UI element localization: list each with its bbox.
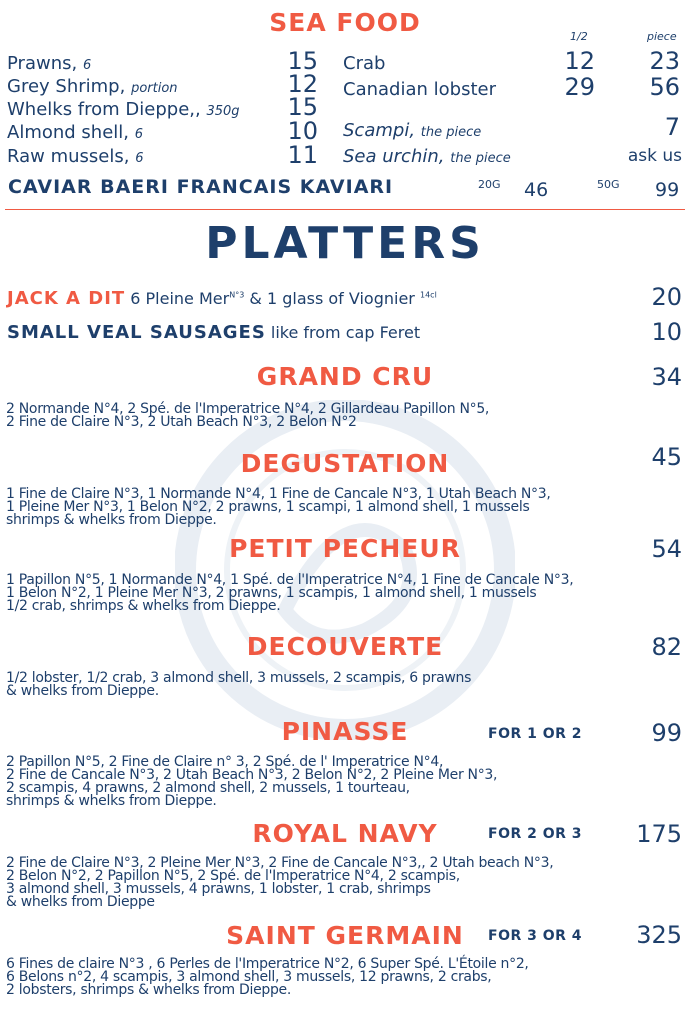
caviar-name: CAVIAR BAERI FRANCAIS KAVIARI [8, 176, 394, 198]
seafood-price: 12 [287, 70, 318, 98]
section-divider [5, 209, 685, 210]
seafood-item: Raw mussels, 6 [7, 146, 144, 167]
platter-desc-line: 2 Fine de Claire N°3, 2 Utah Beach N°3, 2 Belon N°2 [6, 414, 357, 430]
platter-name: ROYAL NAVY [252, 819, 438, 848]
seafood-title: SEA FOOD [269, 8, 421, 37]
platter-desc-line: 6 Belons n°2, 4 scampis, 3 almond shell, 3 mussels, 12 prawns, 2 crabs, [6, 969, 492, 985]
seafood-half-price: 29 [564, 73, 595, 101]
platter-desc-line: & whelks from Dieppe [6, 894, 155, 910]
seafood-piece-price: 7 [664, 113, 680, 141]
seafood-piece-price: ask us [627, 146, 682, 166]
platter-name: SAINT GERMAIN [226, 921, 464, 950]
platter-price: 82 [651, 633, 682, 661]
platter-desc-line: 2 Papillon N°5, 2 Fine de Claire n° 3, 2 Spé. de l' Imperatrice N°4, [6, 754, 444, 770]
platter-desc-line: 2 Normande N°4, 2 Spé. de l'Imperatrice N°4, 2 Gillardeau Papillon N°5, [6, 401, 490, 417]
platter-serves: FOR 1 OR 2 [488, 726, 583, 742]
platters-title: PLATTERS [205, 218, 485, 269]
seafood-piece-price: 23 [649, 47, 680, 75]
platter-name: DEGUSTATION [240, 449, 450, 478]
platter-serves: FOR 2 OR 3 [488, 826, 583, 842]
platter-price: 175 [636, 820, 682, 848]
seafood-price: 15 [287, 47, 318, 75]
platter-serves: FOR 3 OR 4 [488, 928, 583, 944]
platter-price: 45 [651, 443, 682, 471]
platter-desc-line: 2 scampis, 4 prawns, 2 almond shell, 2 mussels, 1 tourteau, [6, 780, 410, 796]
platter-desc-line: 1 Pleine Mer N°3, 1 Belon N°2, 2 prawns, 1 scampi, 1 almond shell, 1 mussels [6, 499, 530, 515]
seafood-item: Canadian lobster [343, 79, 496, 100]
seafood-item: Prawns, 6 [7, 53, 92, 74]
seafood-item: Almond shell, 6 [7, 122, 144, 143]
seafood-price: 10 [287, 117, 318, 145]
caviar-price: 99 [655, 179, 680, 201]
caviar-price: 46 [524, 179, 549, 201]
platter-desc-line: 2 Belon N°2, 2 Papillon N°5, 2 Spé. de l'Imperatrice N°4, 2 scampis, [6, 868, 460, 884]
seafood-item: Scampi, the piece [343, 120, 482, 141]
seafood-half-price: 12 [564, 47, 595, 75]
jack-a-dit-name: JACK A DIT [7, 288, 126, 309]
seafood-price: 15 [287, 93, 318, 121]
platter-desc-line: 3 almond shell, 3 mussels, 4 prawns, 1 lobster, 1 crab, shrimps [6, 881, 431, 897]
seafood-item: Whelks from Dieppe,, 350g [7, 99, 240, 120]
platter-desc-line: 2 Fine de Claire N°3, 2 Pleine Mer N°3, 2 Fine de Cancale N°3,, 2 Utah beach N°3, [6, 855, 554, 871]
platter-desc-line: 1 Belon N°2, 1 Pleine Mer N°3, 2 prawns, 1 scampis, 1 almond shell, 1 mussels [6, 585, 537, 601]
caviar-size: 20G [478, 178, 501, 191]
platter-desc-line: 1/2 lobster, 1/2 crab, 3 almond shell, 3 mussels, 2 scampis, 6 prawns [6, 670, 472, 686]
sausages-name: SMALL VEAL SAUSAGES [7, 322, 266, 343]
seafood-price: 11 [287, 141, 318, 169]
seafood-item: Sea urchin, the piece [343, 146, 511, 167]
caviar-size: 50G [597, 178, 620, 191]
piece-column-header: piece [647, 30, 677, 43]
platter-name: PINASSE [281, 717, 409, 746]
platter-name: PETIT PECHEUR [229, 534, 461, 563]
sausages-row: SMALL VEAL SAUSAGES like from cap Feret [7, 322, 421, 343]
jack-a-dit-price: 20 [651, 283, 682, 311]
half-column-header: 1/2 [570, 30, 588, 43]
platter-name: DECOUVERTE [246, 632, 444, 661]
platter-price: 54 [651, 535, 682, 563]
platter-desc-line: shrimps & whelks from Dieppe. [6, 512, 217, 528]
platter-desc-line: 6 Fines de claire N°3 , 6 Perles de l'Imperatrice N°2, 6 Super Spé. L'Étoile n°2, [6, 956, 529, 972]
platter-desc-line: shrimps & whelks from Dieppe. [6, 793, 217, 809]
seafood-piece-price: 56 [649, 73, 680, 101]
platter-price: 325 [636, 921, 682, 949]
platter-desc-line: 2 lobsters, shrimps & whelks from Dieppe. [6, 982, 292, 998]
seafood-item: Crab [343, 53, 386, 74]
platter-desc-line: 2 Fine de Cancale N°3, 2 Utah Beach N°3, 2 Belon N°2, 2 Pleine Mer N°3, [6, 767, 498, 783]
platter-price: 99 [651, 719, 682, 747]
platter-desc-line: 1/2 crab, shrimps & whelks from Dieppe. [6, 598, 281, 614]
platter-price: 34 [651, 363, 682, 391]
sausages-price: 10 [651, 318, 682, 346]
seafood-item: Grey Shrimp, portion [7, 76, 178, 97]
jack-a-dit-row: JACK A DIT 6 Pleine Mer$^{N^\circ 3}$ & 1 glass of Viognier $^{14cl}$ [7, 288, 437, 309]
platter-desc-line: 1 Papillon N°5, 1 Normande N°4, 1 Spé. de l'Imperatrice N°4, 1 Fine de Cancale N°3, [6, 572, 574, 588]
platter-name: GRAND CRU [256, 362, 434, 391]
platter-desc-line: 1 Fine de Claire N°3, 1 Normande N°4, 1 Fine de Cancale N°3, 1 Utah Beach N°3, [6, 486, 551, 502]
platter-desc-line: & whelks from Dieppe. [6, 683, 159, 699]
